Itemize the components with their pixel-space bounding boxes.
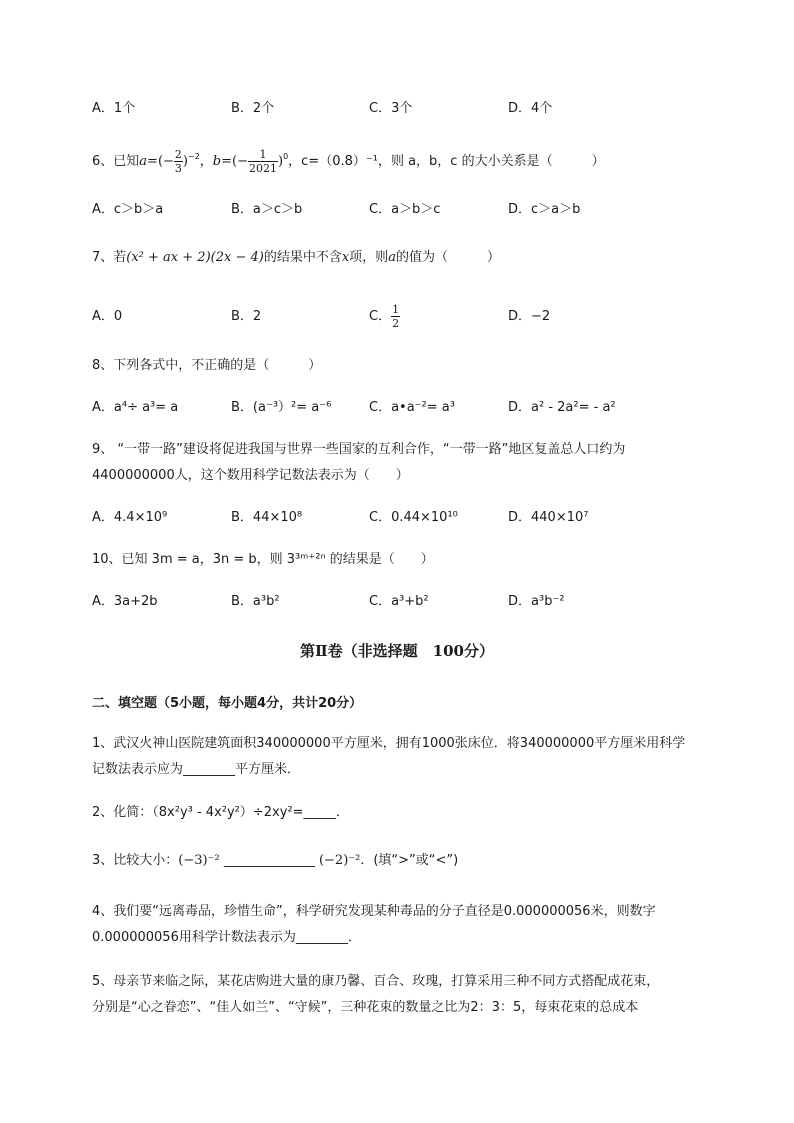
fill-q5-line1: 5、母亲节来临之际，某花店购进大量的康乃馨、百合、玫瑰，打算采用三种不同方式搭配成花束， — [92, 974, 660, 989]
fill-q2: 2、化简：（8x²y³ - 4x²y²）÷2xy²=_____． — [92, 805, 350, 820]
q9-option-d: D．440×10⁷ — [508, 510, 589, 525]
q10-option-a: A．3a+2b — [92, 594, 158, 609]
q7-option-c-label: C． — [369, 309, 392, 324]
part-title: 二、填空题（5小题，每小题4分，共计20分） — [92, 696, 363, 711]
q6-frac-a-den: 3 — [174, 162, 182, 175]
q8-question: 8、下列各式中，不正确的是（ ） — [92, 358, 322, 373]
q7-expression: (x² + ax + 2)(2x − 4) — [126, 250, 264, 265]
q7-option-c-fraction — [391, 303, 400, 330]
q6-sep: ， — [199, 154, 213, 169]
section-title: 第Ⅱ卷（非选择题 100分） — [300, 642, 494, 660]
fill-q1-line2: 记数法表示应为________平方厘米． — [92, 762, 301, 777]
fill-q3-right-expr: (−2)⁻² — [318, 853, 361, 868]
fill-q3-blank: ______________ — [223, 853, 315, 868]
q6-frac-a-num: 2 — [174, 148, 182, 161]
fill-q3-hint: ．(填“>”或“<”) — [360, 853, 459, 868]
fill-q4-line1: 4、我们要“远离毒品，珍惜生命”，科学研究发现某种毒品的分子直径是0.000000056米，则数字 — [92, 904, 656, 919]
q7-number: 7、若 — [92, 250, 127, 265]
q8-option-b: B．(a⁻³）²= a⁻⁶ — [231, 400, 332, 415]
q8-option-d: D．a² - 2a²= - a² — [508, 400, 616, 415]
q7-option-b: B．2 — [231, 309, 262, 324]
q9-question-line2: 4400000000人，这个数用科学记数法表示为（ ） — [92, 468, 409, 483]
fill-q4-line2: 0.000000056用科学计数法表示为________． — [92, 930, 361, 945]
q6-frac-b-den: 2021 — [248, 162, 277, 175]
q6-exp-a: −2 — [187, 152, 200, 161]
q6-option-d: D．c＞a＞b — [508, 202, 581, 217]
q7-option-d: D．−2 — [508, 309, 551, 324]
q7-c-frac-num: 1 — [392, 303, 400, 316]
q6-option-a: A．c＞b＞a — [92, 202, 164, 217]
q9-option-b: B．44×10⁸ — [231, 510, 303, 525]
q6-option-b: B．a＞c＞b — [231, 202, 303, 217]
fill-q3 — [92, 851, 458, 871]
q8-option-c: C．a•a⁻²= a³ — [369, 400, 455, 415]
fill-q1-line1: 1、武汉火神山医院建筑面积340000000平方厘米，拥有1000张床位．将340000000平方厘米用科学 — [92, 736, 686, 751]
q6-fraction-a — [174, 148, 183, 175]
q6-exp-b: 0 — [283, 152, 289, 161]
q6-number: 6、已知 — [92, 154, 140, 169]
q9-option-a: A．4.4×10⁹ — [92, 510, 168, 525]
q8-option-a: A．a⁴÷ a³= a — [92, 400, 179, 415]
q9-option-c: C．0.44×10¹⁰ — [369, 510, 458, 525]
fill-q3-left-expr: (−3)⁻² — [178, 853, 220, 868]
q10-option-c: C．a³+b² — [369, 594, 429, 609]
q6-b-eq: =(− — [221, 154, 248, 169]
q5-option-c: C．3个 — [369, 101, 413, 116]
q7-option-c — [369, 303, 400, 330]
q10-option-d: D．a³b⁻² — [508, 594, 565, 609]
q7-text-2: 项，则 — [349, 250, 389, 265]
q7-question — [92, 248, 500, 268]
q5-option-a: A．1个 — [92, 101, 136, 116]
q10-question: 10、已知 3m = a，3n = b，则 3³ᵐ⁺²ⁿ 的结果是（ ） — [92, 552, 434, 567]
q7-x-var: x — [341, 250, 350, 265]
q6-rest: ，c=（0.8）⁻¹，则 a，b，c 的大小关系是（ ） — [288, 154, 605, 169]
q6-fraction-b — [248, 148, 278, 175]
fill-q5-line2: 分别是“心之眷恋”、“佳人如兰”、“守候”，三种花束的数量之比为2：3：5，每束花束的总成本 — [92, 1000, 639, 1015]
q7-text-1: 的结果中不含 — [263, 250, 342, 265]
q5-option-d: D．4个 — [508, 101, 553, 116]
q7-option-a: A．0 — [92, 309, 123, 324]
q10-option-b: B．a³b² — [231, 594, 280, 609]
q7-a-var: a — [388, 250, 396, 265]
q6-option-c: C．a＞b＞c — [369, 202, 441, 217]
q6-a-eq: =(− — [147, 154, 174, 169]
q7-c-frac-den: 2 — [392, 317, 400, 330]
q6-a-var: a — [139, 154, 148, 169]
q9-question-line1: 9、 “一带一路”建设将促进我国与世界一些国家的互利合作，“一带一路”地区复盖总人口约为 — [92, 442, 626, 457]
q7-text-3: 的值为（ ） — [395, 250, 500, 265]
q6-frac-b-num: 1 — [248, 148, 278, 162]
q6-question: 6、已知a=(− $\frac{2}{3}$ )$^{-2}$，b=(− $\frac{1}{2021}$ )$^0$，c=（0.8）⁻¹，则 a，b，c 的大小关系是（ ） — [92, 148, 605, 175]
q5-option-b: B．2个 — [231, 101, 275, 116]
fill-q3-label: 3、比较大小： — [92, 853, 179, 868]
q6-b-var: b — [212, 154, 222, 169]
